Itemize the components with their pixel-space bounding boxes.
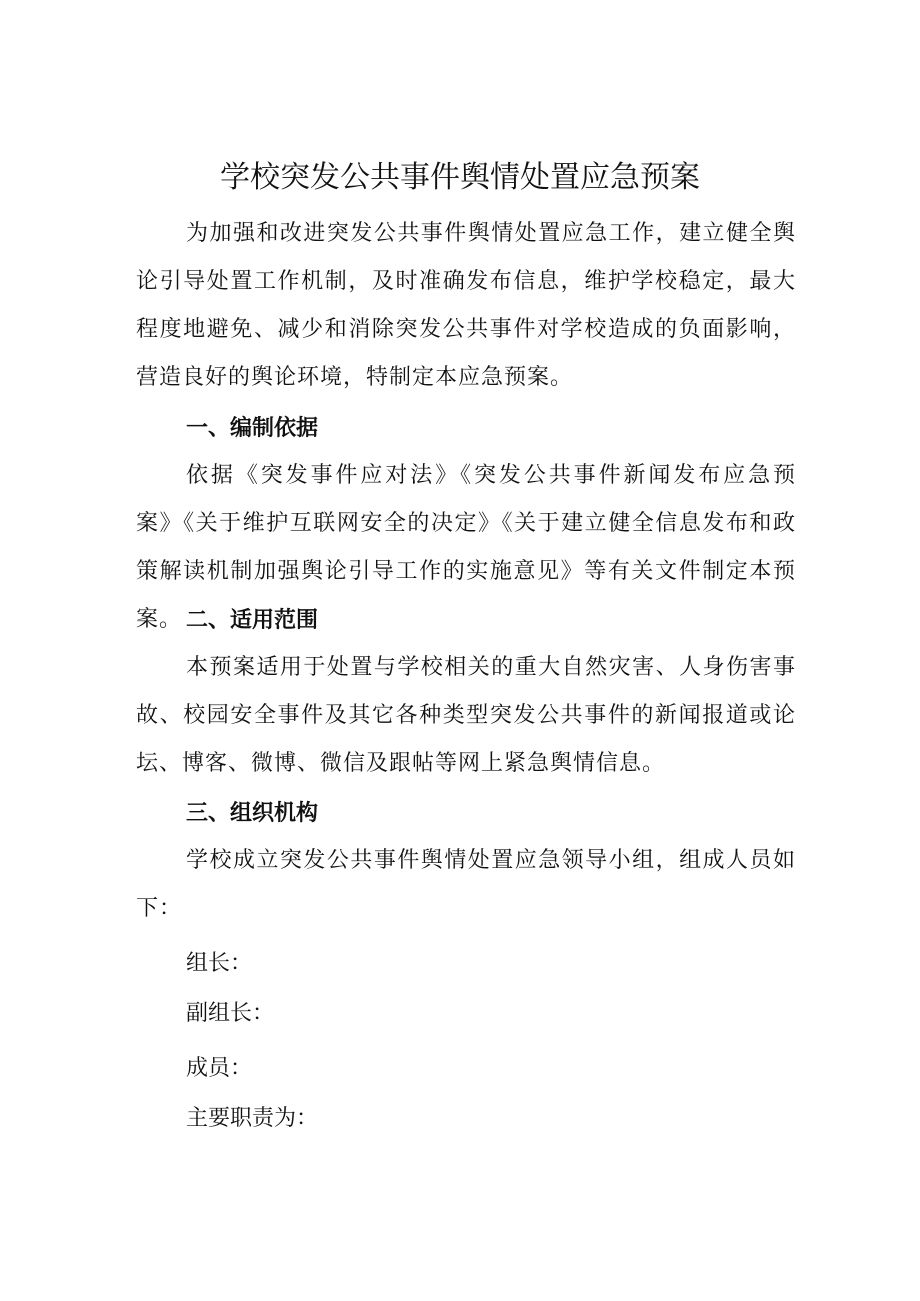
section-text-organization: 学校成立突发公共事件舆情处置应急领导小组，组成人员如下：: [136, 848, 796, 921]
document-title: 学校突发公共事件舆情处置应急预案: [220, 160, 700, 196]
section-text-scope: 本预案适用于处置与学校相关的重大自然灾害、人身伤害事故、校园安全事件及其它各种类型突发公共事件的新闻报道或论坛、博客、微博、微信及跟帖等网上紧急舆情信息。: [136, 655, 796, 776]
section-text-basis: 依据《突发事件应对法》《突发公共事件新闻发布应急预案》《关于维护互联网安全的决定》《关于建立健全信息发布和政策解读机制加强舆论引导工作的实施意见》等有关文件制定本预案。: [136, 463, 796, 632]
section-heading-scope: 二、适用范围: [186, 608, 319, 633]
members-line: 成员：: [186, 1056, 253, 1081]
deputy-leader-line: 副组长：: [186, 1001, 275, 1026]
section-heading-basis: 一、编制依据: [186, 416, 319, 441]
intro-paragraph: 为加强和改进突发公共事件舆情处置应急工作，建立健全舆论引导处置工作机制，及时准确发布信息，维护学校稳定，最大程度地避免、减少和消除突发公共事件对学校造成的负面影响，营造良好的舆论环境，特制定本应急预案。: [136, 221, 796, 390]
section-heading-organization: 三、组织机构: [186, 801, 319, 826]
leader-line: 组长：: [186, 951, 253, 976]
duties-line: 主要职责为：: [186, 1106, 319, 1131]
